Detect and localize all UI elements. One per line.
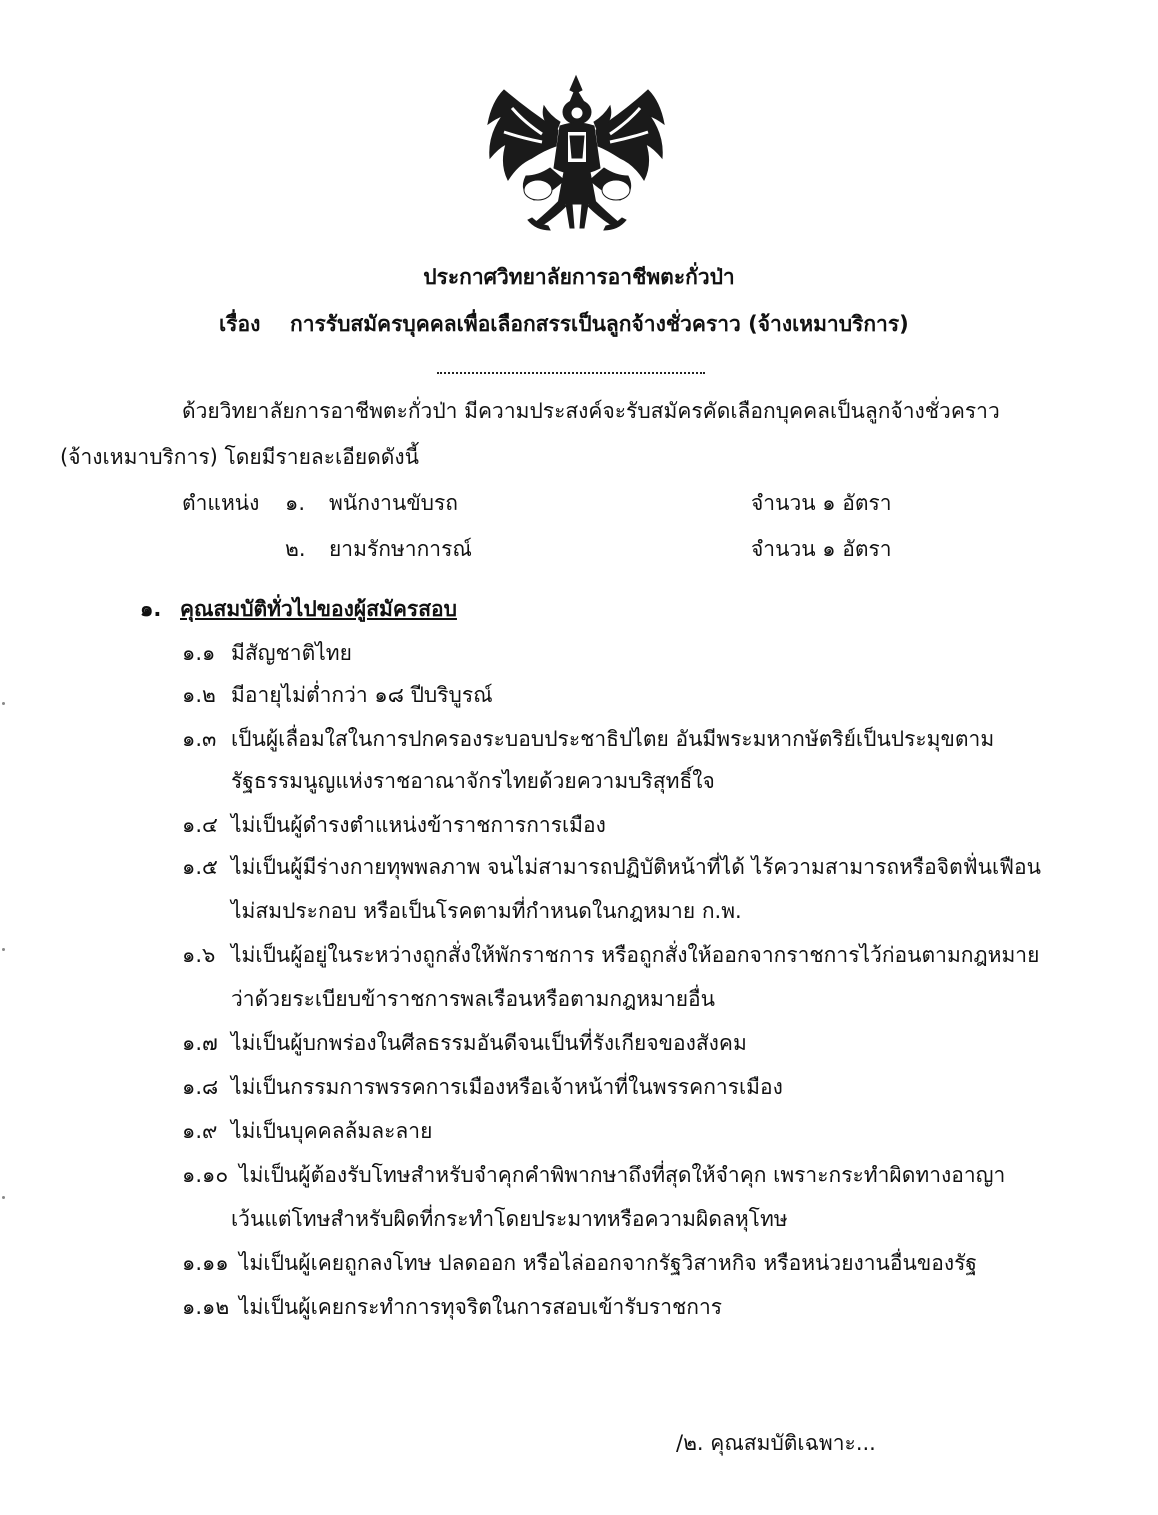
section-number: ๑.: [140, 597, 162, 621]
positions-label: ตำแหน่ง: [182, 491, 260, 515]
item-number: ๑.๑๒: [182, 1295, 230, 1319]
item-text: ไม่เป็นผู้ดำรงตำแหน่งข้าราชการการเมือง: [231, 813, 606, 837]
position-number: ๒.: [285, 537, 306, 561]
item-text: ไม่เป็นผู้ต้องรับโทษสำหรับจำคุกคำพิพากษาถึงที่สุดให้จำคุก เพราะกระทำผิดทางอาญา: [239, 1163, 1006, 1187]
item-number: ๑.๙: [182, 1119, 218, 1143]
item-text: ไม่เป็นผู้เคยถูกลงโทษ ปลดออก หรือไล่ออกจากรัฐวิสาหกิจ หรือหน่วยงานอื่นของรัฐ: [239, 1251, 977, 1275]
item-number: ๑.๗: [182, 1031, 218, 1055]
item-number: ๑.๘: [182, 1075, 219, 1099]
item-number: ๑.๑๑: [182, 1251, 229, 1275]
intro-line-1: ด้วยวิทยาลัยการอาชีพตะกั่วป่า มีความประสงค์จะรับสมัครคัดเลือกบุคคลเป็นลูกจ้างชั่วคราว: [182, 399, 1000, 423]
position-title: ยามรักษาการณ์: [329, 537, 472, 561]
item-text: ไม่เป็นกรรมการพรรคการเมืองหรือเจ้าหน้าที่ในพรรคการเมือง: [231, 1075, 783, 1099]
subject-text: การรับสมัครบุคคลเพื่อเลือกสรรเป็นลูกจ้างชั่วคราว (จ้างเหมาบริการ): [290, 312, 909, 336]
item-text: ไม่เป็นบุคคลล้มละลาย: [231, 1119, 433, 1143]
intro-line-2: (จ้างเหมาบริการ) โดยมีรายละเอียดดังนี้: [60, 445, 420, 469]
item-text: ไม่เป็นผู้เคยกระทำการทุจริตในการสอบเข้ารับราชการ: [239, 1295, 723, 1319]
position-count: จำนวน ๑ อัตรา: [751, 491, 892, 515]
scan-mark: [2, 948, 5, 951]
position-title: พนักงานขับรถ: [329, 491, 458, 515]
item-text-continued: ว่าด้วยระเบียบข้าราชการพลเรือนหรือตามกฎหมายอื่น: [231, 987, 715, 1011]
item-number: ๑.๑: [182, 641, 216, 665]
item-text: ไม่เป็นผู้บกพร่องในศีลธรรมอันดีจนเป็นที่รังเกียจของสังคม: [231, 1031, 747, 1055]
item-text: มีสัญชาติไทย: [231, 641, 352, 665]
scan-mark: [2, 1196, 5, 1199]
item-number: ๑.๔: [182, 813, 218, 837]
position-number: ๑.: [285, 491, 306, 515]
subject-label: เรื่อง: [219, 312, 261, 336]
item-text-continued: ไม่สมประกอบ หรือเป็นโรคตามที่กำหนดในกฎหมาย ก.พ.: [231, 899, 742, 923]
section-heading: คุณสมบัติทั่วไปของผู้สมัครสอบ: [180, 597, 457, 621]
item-text: เป็นผู้เลื่อมใสในการปกครองระบอบประชาธิปไตย อันมีพระมหากษัตริย์เป็นประมุขตาม: [231, 727, 995, 751]
announcement-title: ประกาศวิทยาลัยการอาชีพตะกั่วป่า: [423, 265, 735, 289]
item-number: ๑.๒: [182, 683, 216, 707]
item-number: ๑.๑๐: [182, 1163, 229, 1187]
position-count: จำนวน ๑ อัตรา: [751, 537, 892, 561]
item-text: มีอายุไม่ต่ำกว่า ๑๘ ปีบริบูรณ์: [231, 683, 493, 707]
scan-mark: [2, 702, 5, 705]
item-number: ๑.๖: [182, 943, 216, 967]
item-number: ๑.๕: [182, 855, 218, 879]
item-text: ไม่เป็นผู้อยู่ในระหว่างถูกสั่งให้พักราชการ หรือถูกสั่งให้ออกจากราชการไว้ก่อนตามกฎหมาย: [231, 943, 1040, 967]
item-text: ไม่เป็นผู้มีร่างกายทุพพลภาพ จนไม่สามารถปฏิบัติหน้าที่ได้ ไร้ความสามารถหรือจิตฟั่นเฟือน: [231, 855, 1041, 879]
item-text-continued: เว้นแต่โทษสำหรับผิดที่กระทำโดยประมาทหรือความผิดลหุโทษ: [231, 1207, 788, 1231]
page-continuation: /๒. คุณสมบัติเฉพาะ...: [676, 1431, 876, 1455]
item-text-continued: รัฐธรรมนูญแห่งราชอาณาจักรไทยด้วยความบริสุทธิ์ใจ: [231, 769, 715, 793]
separator-dots: [437, 372, 705, 374]
item-number: ๑.๓: [182, 727, 217, 751]
garuda-emblem-icon: [478, 72, 674, 236]
